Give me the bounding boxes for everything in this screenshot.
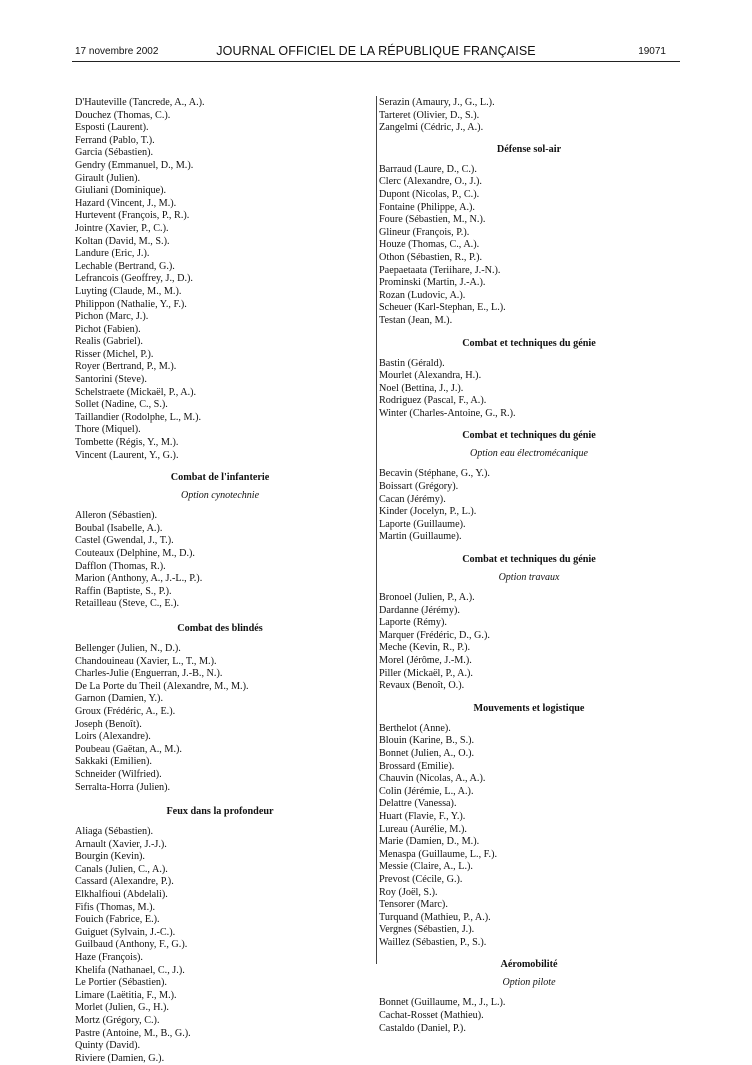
- list-item: Khelifa (Nathanael, C., J.).: [75, 964, 185, 976]
- list-item: De La Porte du Theil (Alexandre, M., M.).: [75, 680, 249, 692]
- list-item: Mortz (Grégory, C.).: [75, 1015, 160, 1026]
- list-item: Clerc (Alexandre, O., J.).: [379, 176, 482, 188]
- list-item: Noel (Bettina, J., J.).: [379, 382, 464, 394]
- section-infanterie: [75, 472, 365, 611]
- section-heading: Mouvements et logistique: [473, 702, 585, 714]
- list-item: Thore (Miquel).: [75, 424, 141, 436]
- section-heading: Combat de l'infanterie: [170, 472, 270, 484]
- name-list: [379, 468, 679, 544]
- list-item: Bellenger (Julien, N., D.).: [75, 642, 181, 654]
- list-item: Guiguet (Sylvain, J.-C.).: [75, 926, 176, 938]
- list-item: Bourgin (Kevin).: [75, 851, 145, 863]
- list-item: Boubal (Isabelle, A.).: [75, 522, 163, 534]
- list-item: Aliaga (Sébastien).: [75, 826, 154, 838]
- column-divider: [376, 96, 377, 964]
- list-item: Schelstraete (Mickaël, P., A.).: [75, 386, 197, 398]
- list-item: Berthelot (Anne).: [379, 722, 451, 734]
- section-heading: Aéromobilité: [500, 959, 558, 971]
- list-item: Colin (Jérémie, L., A.).: [379, 785, 474, 797]
- section-heading: Combat des blindés: [177, 622, 263, 634]
- list-item: Girault (Julien).: [75, 172, 141, 184]
- list-item: Lefrancois (Geoffrey, J., D.).: [75, 273, 193, 285]
- list-item: Turquand (Mathieu, P., A.).: [379, 911, 491, 923]
- list-item: Esposti (Laurent).: [75, 122, 149, 134]
- list-item: Foure (Sébastien, M., N.).: [379, 214, 486, 226]
- list-item: Zangelmi (Cédric, J., A.).: [379, 122, 484, 134]
- list-item: Couteaux (Delphine, M., D.).: [75, 548, 195, 559]
- list-item: Marquer (Frédéric, D., G.).: [379, 629, 490, 641]
- list-item: Sakkaki (Emilien).: [75, 756, 152, 768]
- list-item: Othon (Sébastien, R., P.).: [379, 251, 483, 263]
- list-item: Fontaine (Philippe, A.).: [379, 201, 475, 213]
- list-item: Loirs (Alexandre).: [75, 731, 151, 743]
- list-item: Piller (Mickaël, P., A.).: [379, 667, 473, 679]
- name-list: [379, 164, 679, 328]
- list-item: Canals (Julien, C., A.).: [75, 863, 168, 875]
- list-item: Lechable (Bertrand, G.).: [75, 260, 175, 272]
- list-item: Luyting (Claude, M., M.).: [75, 285, 182, 297]
- list-item: Morlet (Julien, G., H.).: [75, 1002, 169, 1014]
- name-list: [379, 997, 679, 1035]
- list-item: Gendry (Emmanuel, D., M.).: [75, 159, 194, 171]
- list-item: Blouin (Karine, B., S.).: [379, 735, 475, 747]
- list-item: Schneider (Wilfried).: [75, 768, 162, 780]
- list-item: Santorini (Steve).: [75, 374, 147, 386]
- section-heading: Défense sol-air: [496, 143, 562, 155]
- list-item: Scheuer (Karl-Stephan, E., L.).: [379, 302, 506, 314]
- list-item: Kinder (Jocelyn, P., L.).: [379, 506, 477, 518]
- list-item: Brossard (Emilie).: [379, 760, 455, 772]
- section-genie-eau: [379, 430, 679, 544]
- list-item: Alleron (Sébastien).: [75, 510, 158, 522]
- section-heading: Feux dans la profondeur: [166, 806, 274, 818]
- list-item: Paepaetaata (Teriihare, J.-N.).: [379, 264, 501, 276]
- list-item: Jointre (Xavier, P., C.).: [75, 222, 169, 234]
- section-option: Option travaux: [498, 572, 560, 584]
- list-item: Risser (Michel, P.).: [75, 348, 154, 360]
- header-title: JOURNAL OFFICIEL DE LA RÉPUBLIQUE FRANÇAISE: [216, 44, 536, 58]
- list-item: Dupont (Nicolas, P., C.).: [379, 188, 480, 200]
- list-item: Limare (Laëtitia, F., M.).: [75, 989, 177, 1001]
- list-item: Boissart (Grégory).: [379, 481, 459, 493]
- list-item: Becavin (Stéphane, G., Y.).: [379, 468, 490, 480]
- list-item: Chauvin (Nicolas, A., A.).: [379, 773, 486, 785]
- list-item: Riviere (Damien, G.).: [75, 1052, 165, 1064]
- header-rule: [72, 61, 680, 62]
- name-list: [75, 643, 365, 794]
- section-option: Option pilote: [502, 977, 556, 989]
- name-list: [75, 510, 365, 611]
- page-number: 19071: [638, 46, 666, 57]
- section-feux: [75, 806, 365, 1065]
- section-blindes: [75, 623, 365, 794]
- list-item: Chandouineau (Xavier, L., T., M.).: [75, 655, 217, 667]
- list-item: Cassard (Alexandre, P.).: [75, 876, 174, 888]
- name-list-continued-left: [75, 97, 365, 462]
- right-column: [379, 97, 679, 1035]
- list-item: Dafflon (Thomas, R.).: [75, 560, 166, 572]
- list-item: Giuliani (Dominique).: [75, 185, 167, 197]
- list-item: Koltan (David, M., S.).: [75, 235, 170, 247]
- section-logistique: [379, 703, 679, 950]
- section-heading: Combat et techniques du génie: [462, 337, 596, 349]
- list-item: Poubeau (Gaëtan, A., M.).: [75, 743, 182, 755]
- list-item: Elkhalfioui (Abdelali).: [75, 889, 168, 901]
- list-item: Prevost (Cécile, G.).: [379, 873, 463, 885]
- list-item: Cacan (Jérémy).: [379, 493, 446, 505]
- list-item: Waillez (Sébastien, P., S.).: [379, 936, 487, 948]
- section-genie-travaux: [379, 554, 679, 693]
- name-list: [379, 592, 679, 693]
- page-header: [0, 42, 752, 60]
- list-item: Messie (Claire, A., L.).: [379, 861, 473, 873]
- section-heading: Combat et techniques du génie: [462, 430, 596, 442]
- list-item: Barraud (Laure, D., C.).: [379, 163, 477, 175]
- list-item: Cachat-Rosset (Mathieu).: [379, 1010, 484, 1022]
- list-item: Tensorer (Marc).: [379, 899, 448, 911]
- list-item: Lureau (Aurélie, M.).: [379, 823, 467, 835]
- list-item: Royer (Bertrand, P., M.).: [75, 361, 177, 373]
- name-list: [379, 723, 679, 950]
- list-item: Delattre (Vanessa).: [379, 798, 457, 810]
- list-item: Guilbaud (Anthony, F., G.).: [75, 939, 188, 951]
- list-item: Hurtevent (François, P., R.).: [75, 210, 190, 222]
- list-item: Joseph (Benoît).: [75, 718, 142, 730]
- list-item: Sollet (Nadine, C., S.).: [75, 399, 168, 411]
- list-item: Houze (Thomas, C., A.).: [379, 239, 480, 251]
- list-item: Laporte (Guillaume).: [379, 518, 466, 530]
- name-list-continued-right: [379, 97, 679, 135]
- list-item: Raffin (Baptiste, S., P.).: [75, 585, 172, 597]
- list-item: Laporte (Rémy).: [379, 617, 447, 629]
- list-item: Hazard (Vincent, J., M.).: [75, 197, 177, 209]
- list-item: Mourlet (Alexandra, H.).: [379, 370, 482, 382]
- list-item: Le Portier (Sébastien).: [75, 977, 167, 989]
- list-item: Bastin (Gérald).: [379, 357, 445, 369]
- list-item: Roy (Joël, S.).: [379, 886, 438, 898]
- list-item: Fouich (Fabrice, E.).: [75, 914, 160, 926]
- list-item: Marion (Anthony, A., J.-L., P.).: [75, 573, 203, 585]
- list-item: Bonnet (Julien, A., O.).: [379, 747, 475, 759]
- list-item: Prominski (Martin, J.-A.).: [379, 277, 486, 289]
- list-item: Philippon (Nathalie, Y., F.).: [75, 298, 187, 310]
- list-item: Meche (Kevin, R., P.).: [379, 642, 471, 654]
- section-option: Option cynotechnie: [180, 490, 260, 502]
- list-item: Ferrand (Pablo, T.).: [75, 134, 155, 146]
- list-item: Serralta-Horra (Julien).: [75, 781, 171, 793]
- list-item: Pichon (Marc, J.).: [75, 311, 149, 323]
- list-item: Marie (Damien, D., M.).: [379, 836, 480, 848]
- name-list: [379, 358, 679, 421]
- section-aeromobilite: [379, 959, 679, 1035]
- list-item: Douchez (Thomas, C.).: [75, 109, 171, 121]
- section-genie: [379, 338, 679, 421]
- list-item: Bonnet (Guillaume, M., J., L.).: [379, 997, 506, 1009]
- list-item: Winter (Charles-Antoine, G., R.).: [379, 407, 516, 419]
- list-item: Pastre (Antoine, M., B., G.).: [75, 1027, 191, 1039]
- section-defense-sol-air: [379, 144, 679, 328]
- list-item: Groux (Frédéric, A., E.).: [75, 705, 176, 717]
- list-item: D'Hauteville (Tancrede, A., A.).: [75, 97, 205, 108]
- list-item: Charles-Julie (Enguerran, J.-B., N.).: [75, 668, 223, 680]
- section-option: Option eau électromécanique: [470, 448, 588, 460]
- list-item: Castel (Gwendal, J., T.).: [75, 535, 174, 547]
- list-item: Fifis (Thomas, M.).: [75, 901, 156, 913]
- list-item: Retailleau (Steve, C., E.).: [75, 598, 180, 610]
- header-date: 17 novembre 2002: [75, 46, 159, 57]
- list-item: Quinty (David).: [75, 1040, 141, 1052]
- list-item: Tombette (Régis, Y., M.).: [75, 437, 179, 449]
- list-item: Revaux (Benoît, O.).: [379, 680, 465, 692]
- list-item: Vergnes (Sébastien, J.).: [379, 924, 475, 936]
- list-item: Rodriguez (Pascal, F., A.).: [379, 395, 487, 407]
- list-item: Huart (Flavie, F., Y.).: [379, 810, 466, 822]
- name-list: [75, 826, 365, 1065]
- list-item: Morel (Jérôme, J.-M.).: [379, 655, 472, 666]
- list-item: Taillandier (Rodolphe, L., M.).: [75, 411, 202, 423]
- list-item: Bronoel (Julien, P., A.).: [379, 592, 475, 604]
- list-item: Garnon (Damien, Y.).: [75, 693, 163, 705]
- list-item: Glineur (François, P.).: [379, 226, 470, 238]
- list-item: Rozan (Ludovic, A.).: [379, 289, 466, 301]
- section-heading: Combat et techniques du génie: [462, 554, 596, 566]
- list-item: Realis (Gabriel).: [75, 336, 143, 348]
- left-column: [75, 97, 365, 1065]
- list-item: Martin (Guillaume).: [379, 531, 462, 543]
- list-item: Garcia (Sébastien).: [75, 147, 154, 159]
- list-item: Castaldo (Daniel, P.).: [379, 1022, 466, 1034]
- list-item: Vincent (Laurent, Y., G.).: [75, 449, 179, 461]
- list-item: Testan (Jean, M.).: [379, 314, 453, 326]
- list-item: Pichot (Fabien).: [75, 323, 141, 335]
- list-item: Arnault (Xavier, J.-J.).: [75, 838, 167, 850]
- list-item: Dardanne (Jérémy).: [379, 604, 460, 616]
- list-item: Haze (François).: [75, 952, 143, 964]
- list-item: Tarteret (Olivier, D., S.).: [379, 109, 480, 121]
- list-item: Serazin (Amaury, J., G., L.).: [379, 97, 495, 108]
- list-item: Landure (Eric, J.).: [75, 248, 150, 260]
- list-item: Menaspa (Guillaume, L., F.).: [379, 848, 498, 860]
